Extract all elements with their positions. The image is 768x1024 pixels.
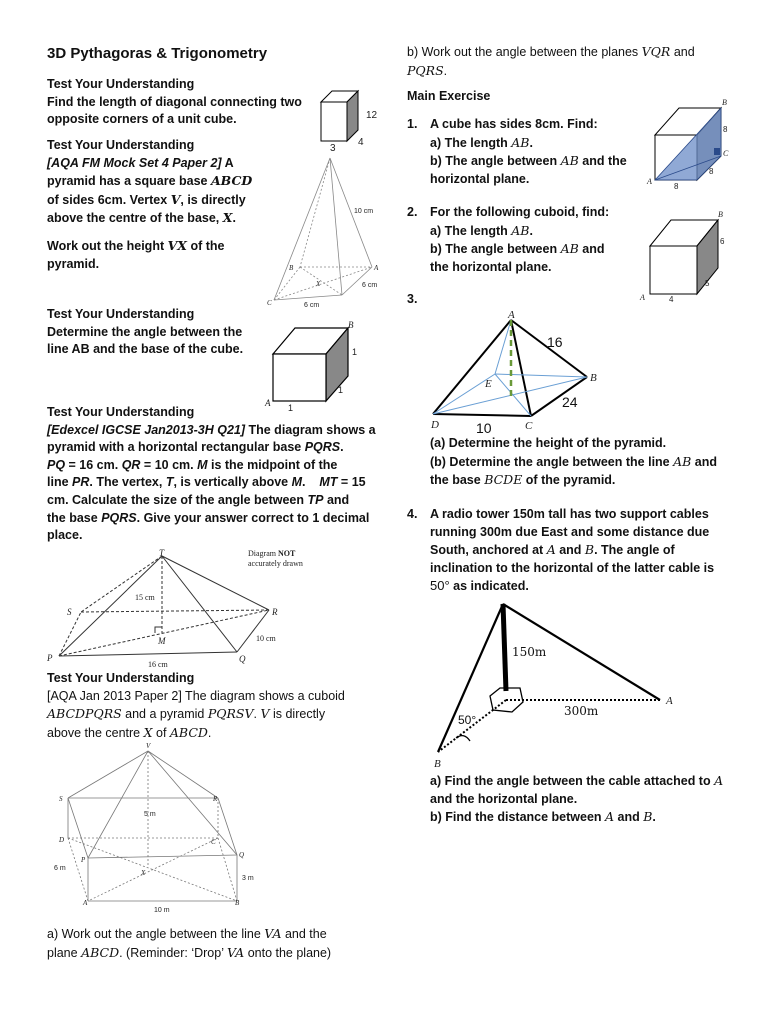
q4-questions	[430, 772, 723, 827]
q4-qb: b) Find the distance between	[430, 810, 606, 825]
q2-l2-m: AB	[511, 222, 530, 238]
q4-l3-m: A	[546, 542, 556, 558]
tyu2-q-l1-end: of the	[187, 238, 225, 253]
unit-cube-figure	[318, 88, 388, 154]
cp-label-B: B	[235, 899, 240, 907]
cp-label-P: P	[81, 856, 86, 864]
tyu5-l2-a: and a pyramid	[121, 707, 208, 722]
q4-l3-b: and	[555, 543, 585, 558]
q1-number: 1.	[407, 117, 418, 131]
rp-label-15cm: 15 cm	[135, 593, 155, 602]
rp-label-P: P	[47, 653, 53, 663]
q2-l4: the horizontal plane.	[430, 259, 552, 274]
tyu5-l3-m2: ABCD	[169, 724, 208, 740]
q4-label-A: A	[666, 695, 673, 707]
q2-l2: a) The length	[430, 223, 512, 238]
tyu4-l4-d: T	[165, 475, 174, 490]
rp-note-line1: Diagram NOT	[248, 549, 296, 558]
q3-label-16: 16	[547, 334, 563, 350]
q3-questions	[430, 435, 717, 490]
q1-label-8a: 8	[723, 125, 728, 134]
cp-label-6m: 6 m	[54, 865, 66, 872]
q1-label-C: C	[723, 149, 729, 158]
tyu2-l3: of sides 6cm. Vertex	[47, 192, 171, 207]
tyu4-l3-c: QR	[121, 457, 141, 472]
rp-label-T: T	[159, 548, 165, 558]
q3-qc-m: BCDE	[484, 472, 523, 488]
q3-qc-end: of the pyramid.	[522, 473, 616, 488]
rp-label-10cm: 10 cm	[256, 634, 276, 643]
tyu5-qa-l2-m: ABCD	[81, 944, 120, 960]
rp-label-R: R	[272, 607, 278, 617]
q2-l3: b) The angle between	[430, 242, 561, 257]
q2-label-B: B	[718, 210, 723, 219]
q2-l3-end: and	[578, 242, 605, 257]
q3-label-B: B	[590, 372, 597, 384]
tyu5-qa-l2-c: onto the plane)	[244, 945, 332, 960]
qb-l1-m: VQR	[641, 44, 671, 59]
page-title: 3D Pythagoras & Trigonometry	[47, 45, 268, 62]
cube-ab-label-B: B	[348, 320, 354, 330]
square-pyramid-figure	[262, 155, 387, 309]
tyu2-block	[47, 137, 252, 273]
tyu5-l2-m1: ABCDPQRS	[47, 706, 122, 722]
tyu1-block	[47, 76, 302, 129]
rp-label-M: M	[158, 636, 166, 646]
tyu4-l2: pyramid with a horizontal rectangular base	[47, 440, 305, 455]
tyu2-l3-math: V	[170, 191, 181, 207]
tyu5-qa-l1: a) Work out the angle between the line	[47, 927, 265, 941]
tyu5-question-a	[47, 925, 377, 962]
q1-label-8b: 8	[709, 167, 714, 176]
q2-label-A: A	[640, 293, 645, 302]
tyu5-l2-m3: V	[260, 706, 270, 722]
tyu5-l3-b: of	[152, 725, 170, 740]
q1-l1: A cube has sides 8cm. Find:	[430, 117, 598, 131]
q1-cube-figure	[643, 98, 743, 190]
q3-label-D: D	[431, 419, 439, 431]
tyu2-l3-end: , is directly	[180, 192, 246, 207]
q3-pyramid-figure	[425, 306, 615, 434]
q1-l2-end: .	[529, 135, 533, 150]
q3-qb: (b) Determine the angle between the line	[430, 454, 674, 469]
cuboid-pyramid-figure	[50, 738, 280, 918]
tyu4-l1: The diagram shows a	[245, 422, 376, 437]
tyu4-heading: Test Your Understanding	[47, 405, 195, 419]
tyu4-l4-h: MT	[319, 475, 338, 490]
cp-label-D: D	[59, 836, 65, 844]
q3-number: 3.	[407, 292, 418, 306]
q3-label-C: C	[525, 420, 533, 432]
tyu2-q-l2: pyramid.	[47, 256, 100, 271]
tyu5-l3-m: X	[143, 724, 153, 740]
tyu2-l4-end: .	[232, 211, 236, 226]
tyu4-l6-a: the base	[47, 510, 102, 525]
q3-label-10: 10	[476, 420, 492, 436]
tyu4-block	[47, 404, 377, 545]
q4-number: 4.	[407, 507, 418, 521]
tyu2-l2-math: ABCD	[210, 173, 253, 189]
q4-label-300m: 300m	[564, 704, 599, 718]
cp-label-X: X	[141, 869, 146, 877]
q3-label-A: A	[508, 309, 515, 321]
tyu4-l3-d: = 10 cm.	[140, 457, 198, 472]
q2-block	[407, 204, 609, 276]
cp-label-Q: Q	[239, 851, 245, 859]
tyu4-l6-c: . Give your answer correct to 1 decimal	[136, 510, 370, 525]
tyu4-l4-a: line	[47, 475, 73, 490]
q4-l4: inclination to the horizontal of the latter cable is	[430, 560, 715, 575]
tyu2-l2: pyramid has a square base	[47, 174, 211, 189]
tyu3-l2: line AB and the base of the cube.	[47, 342, 244, 357]
q2-label-5: 5	[705, 279, 710, 288]
tyu4-l7: place.	[47, 528, 83, 543]
cube-ab-label-1c: 1	[288, 403, 294, 413]
tyu5-l3-a: above the centre	[47, 725, 144, 740]
cube-label-12: 12	[366, 110, 378, 121]
q3-qb-end: and	[691, 454, 718, 469]
q4-qb-b: and	[614, 810, 644, 825]
cp-label-3m: 3 m	[242, 875, 254, 882]
tyu4-l6-b: PQRS	[101, 510, 137, 525]
q4-l3: South, anchored at	[430, 543, 547, 558]
tyu4-l5-b: TP	[307, 492, 324, 507]
tyu5-l3-c: .	[207, 725, 212, 740]
tyu5-qa-l1-end: and the	[281, 927, 327, 941]
tyu2-source: [AQA FM Mock Set 4 Paper 2]	[47, 155, 222, 170]
cp-label-S: S	[59, 795, 63, 803]
tyu4-l4-i: = 15	[337, 475, 366, 490]
cube-ab-label-1a: 1	[352, 347, 358, 357]
qb-l1: b) Work out the angle between the planes	[407, 45, 642, 59]
q2-label-4: 4	[669, 295, 674, 304]
tyu5-l2-b: .	[253, 707, 261, 722]
cp-label-R: R	[213, 795, 218, 803]
pyr-label-B: B	[289, 264, 294, 272]
tyu4-l2-it: PQRS	[304, 440, 341, 455]
qb-l2-m: PQRS	[407, 62, 444, 78]
cube-ab-label-1b: 1	[338, 385, 344, 395]
pyr-label-C: C	[267, 299, 272, 307]
tyu4-l5-c: and	[323, 492, 350, 507]
tyu4-l3-f: is the midpoint of the	[207, 457, 338, 472]
q1-label-8c: 8	[674, 182, 679, 191]
pyr-label-A: A	[374, 264, 379, 272]
q4-l2: running 300m due East and some distance due	[430, 524, 710, 539]
q1-l3: b) The angle between	[430, 154, 561, 169]
q1-l2-m: AB	[511, 134, 530, 150]
q4-qa: a) Find the angle between the cable attached to	[430, 774, 715, 788]
tyu5-qa-l2-b: . (Reminder: ‘Drop’	[119, 945, 227, 960]
tyu5-qa-l2: plane	[47, 945, 82, 960]
tyu4-l4-g: .	[302, 475, 320, 490]
pyr-label-6cm-b: 6 cm	[362, 282, 378, 289]
tyu4-l3-b: = 16 cm.	[65, 457, 122, 472]
q1-block	[407, 116, 627, 188]
tyu3-block	[47, 306, 243, 359]
q4-qb-m: A	[605, 809, 615, 825]
cp-label-A: A	[83, 899, 88, 907]
right-qb	[407, 43, 737, 80]
tyu5-l1: [AQA Jan 2013 Paper 2] The diagram shows a cuboid	[47, 688, 345, 703]
q1-label-A: A	[647, 177, 652, 186]
q4-label-150m: 150m	[512, 645, 547, 659]
q2-number: 2.	[407, 205, 418, 219]
q4-l5: as indicated.	[449, 579, 529, 594]
tyu4-l4-c: . The vertex,	[89, 475, 166, 490]
q4-tower-figure	[430, 596, 680, 771]
cp-label-10m: 10 m	[154, 907, 170, 914]
rp-label-Q: Q	[239, 654, 246, 664]
tyu4-l4-e: , is vertically above	[173, 475, 292, 490]
tyu3-heading: Test Your Understanding	[47, 307, 195, 321]
q3-qb-m: AB	[673, 453, 692, 469]
q1-label-B: B	[722, 98, 727, 107]
tyu4-l3-e: M	[197, 457, 208, 472]
rect-pyramid-figure	[45, 548, 345, 670]
tyu4-l4-f: M	[291, 475, 303, 490]
tyu2-q-l1: Work out the height	[47, 238, 168, 253]
q2-l1: For the following cuboid, find:	[430, 205, 610, 219]
tyu4-l4-b: PR	[72, 475, 90, 490]
pyr-label-10cm: 10 cm	[354, 208, 374, 215]
q4-label-B: B	[434, 758, 441, 770]
q4-l3-m2: B	[584, 542, 595, 558]
tyu1-line2: opposite corners of a unit cube.	[47, 112, 237, 127]
rp-note-line2: accurately drawn	[248, 559, 303, 568]
q3-label-E: E	[485, 378, 492, 390]
cube-label-4: 4	[358, 137, 364, 148]
tyu4-l5-a: cm. Calculate the size of the angle between	[47, 492, 308, 507]
q2-l2-end: .	[529, 223, 533, 238]
q4-qa-l2: and the horizontal plane.	[430, 791, 578, 806]
cube-ab-figure	[262, 320, 372, 415]
q2-label-6: 6	[720, 237, 725, 246]
q4-block	[407, 506, 714, 596]
cp-label-C: C	[211, 838, 216, 846]
q2-l3-m: AB	[560, 241, 579, 257]
tyu5-l2-c: is directly	[269, 707, 326, 722]
tyu5-heading: Test Your Understanding	[47, 671, 195, 685]
tyu5-block	[47, 670, 377, 742]
tyu2-l1: A	[221, 155, 234, 170]
q2-cuboid-figure	[638, 206, 738, 306]
pyr-label-6cm-a: 6 cm	[304, 302, 320, 309]
cp-label-V: V	[146, 742, 151, 750]
qb-l2-end: .	[443, 63, 448, 78]
q4-qb-m2: B	[643, 809, 653, 825]
q4-l1: A radio tower 150m tall has two support cables	[430, 507, 709, 521]
tyu4-l2-end: .	[340, 440, 344, 455]
q1-l2: a) The length	[430, 135, 512, 150]
q3-label-24: 24	[562, 394, 578, 410]
rp-label-16cm: 16 cm	[148, 660, 168, 669]
tyu1-line1: Find the length of diagonal connecting two	[47, 94, 302, 109]
q4-qb-end: .	[652, 810, 656, 825]
q3-qa: (a) Determine the height of the pyramid.	[430, 436, 667, 450]
tyu4-source: [Edexcel IGCSE Jan2013-3H Q21]	[47, 422, 246, 437]
tyu2-q-math: VX	[167, 237, 187, 253]
q4-l5-angle: 50°	[430, 578, 450, 594]
rp-label-S: S	[67, 607, 72, 617]
tyu3-l1: Determine the angle between the	[47, 324, 243, 339]
tyu4-l3-a: PQ	[47, 457, 66, 472]
qb-l1-end: and	[670, 45, 695, 59]
tyu1-heading: Test Your Understanding	[47, 77, 195, 91]
q1-l3-m: AB	[560, 153, 579, 169]
tyu5-qa-l2-m2: VA	[227, 944, 245, 960]
q1-l4: horizontal plane.	[430, 171, 530, 186]
tyu5-l2-m2: PQRSV	[207, 706, 254, 722]
pyr-label-X: X	[316, 280, 321, 288]
main-exercise-heading: Main Exercise	[407, 89, 491, 103]
tyu2-l4-math: X	[222, 210, 233, 226]
q4-qa-m: A	[714, 773, 724, 788]
tyu2-heading: Test Your Understanding	[47, 138, 195, 152]
cp-label-5m: 5 m	[144, 811, 156, 818]
q4-l3-end: . The angle of	[594, 543, 675, 558]
tyu5-qa-l1-m: VA	[264, 926, 282, 941]
q4-label-50deg: 50°	[458, 713, 477, 727]
tyu2-l4: above the centre of the base,	[47, 211, 223, 226]
cube-ab-label-A: A	[265, 398, 271, 408]
cube-label-3: 3	[330, 143, 336, 154]
q3-qc: the base	[430, 473, 485, 488]
q1-l3-end: and the	[578, 154, 627, 169]
